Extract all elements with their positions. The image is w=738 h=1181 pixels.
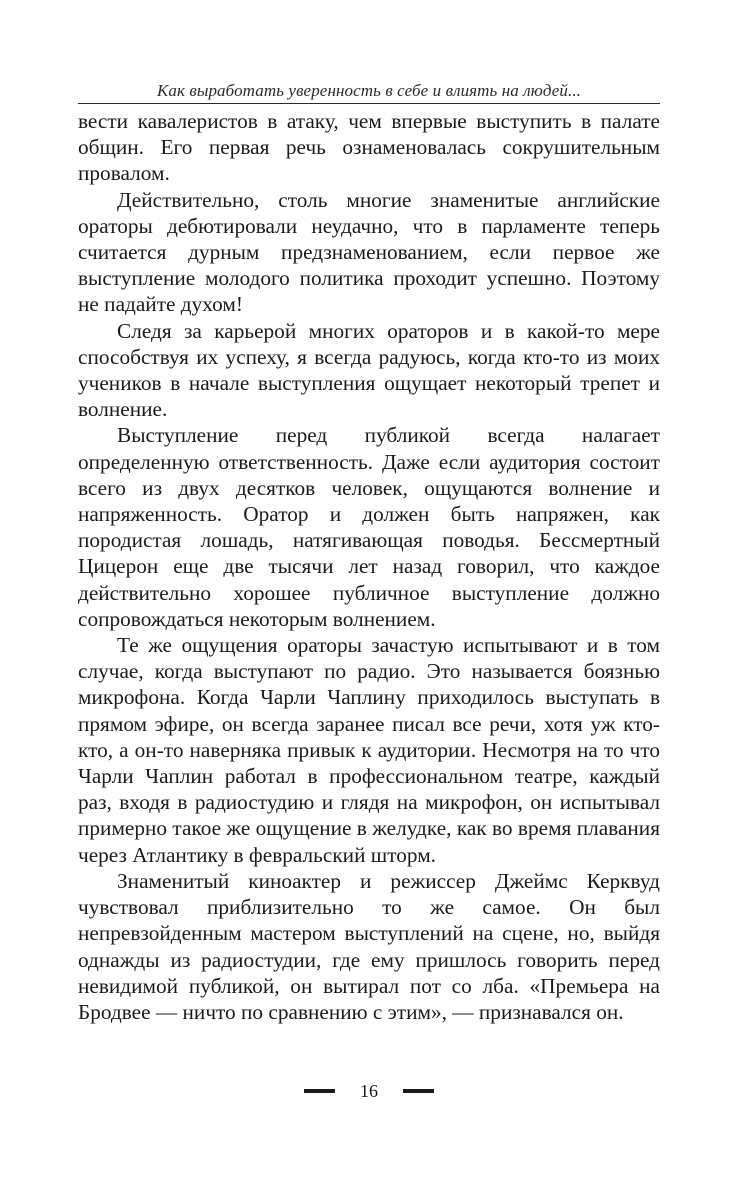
page-number: 16 [360,1081,378,1101]
page-folio [0,1079,738,1103]
folio-dash-right [403,1089,434,1093]
paragraph-4: Выступление перед публикой всегда налагает определенную ответственность. Даже если аудитория состоит всего из двух десятков человек, ощущаются волнение и напряженность. Оратор и должен быть напряжен, как породистая лошадь, натягивающая поводья. Бессмертный Цицерон еще две тысячи лет назад говорил, что каждое действительно хорошее публичное выступление должно сопровождаться некоторым волнением. [78,423,660,631]
paragraph-3: Следя за карьерой многих ораторов и в какой-то мере способствуя их успеху, я всегда радуюсь, когда кто-то из моих учеников в начале выступления ощущает некоторый трепет и волнение. [78,318,660,422]
paragraph-1: вести кавалеристов в атаку, чем впервые выступить в палате общин. Его первая речь ознаменовалась сокрушительным провалом. [78,109,660,186]
header-rule [78,103,660,104]
paragraph-2: Действительно, столь многие знаменитые английские ораторы дебютировали неудачно, что в парламенте теперь считается дурным предзнаменованием, если первое же выступление молодого политика проходит успешно. Поэтому не падайте духом! [78,187,660,317]
body-text [78,108,660,1025]
paragraph-5: Те же ощущения ораторы зачастую испытывают и в том случае, когда выступают по радио. Это называется боязнью микрофона. Когда Чарли Чаплину приходилось выступать в прямом эфире, он всегда заранее писал все речи, хотя уж кто-кто, а он-то наверняка привык к аудитории. Несмотря на то что Чарли Чаплин работал в профессиональном театре, каждый раз, входя в радиостудию и глядя на микрофон, он испытывал примерно такое же ощущение в желудке, как во время плавания через Атлантику в февральский шторм. [78,633,660,867]
folio-dash-left [304,1089,335,1093]
paragraph-6: Знаменитый киноактер и режиссер Джеймс Керквуд чувствовал приблизительно то же самое. Он был непревзойденным мастером выступлений на сцене, но, выйдя однажды из радиостудии, где ему пришлось говорить перед невидимой публикой, он вытирал пот со лба. «Премьера на Бродвее — ничто по сравнению с этим», — признавался он. [78,868,660,1024]
running-header: Как выработать уверенность в себе и влиять на людей... [156,81,582,100]
